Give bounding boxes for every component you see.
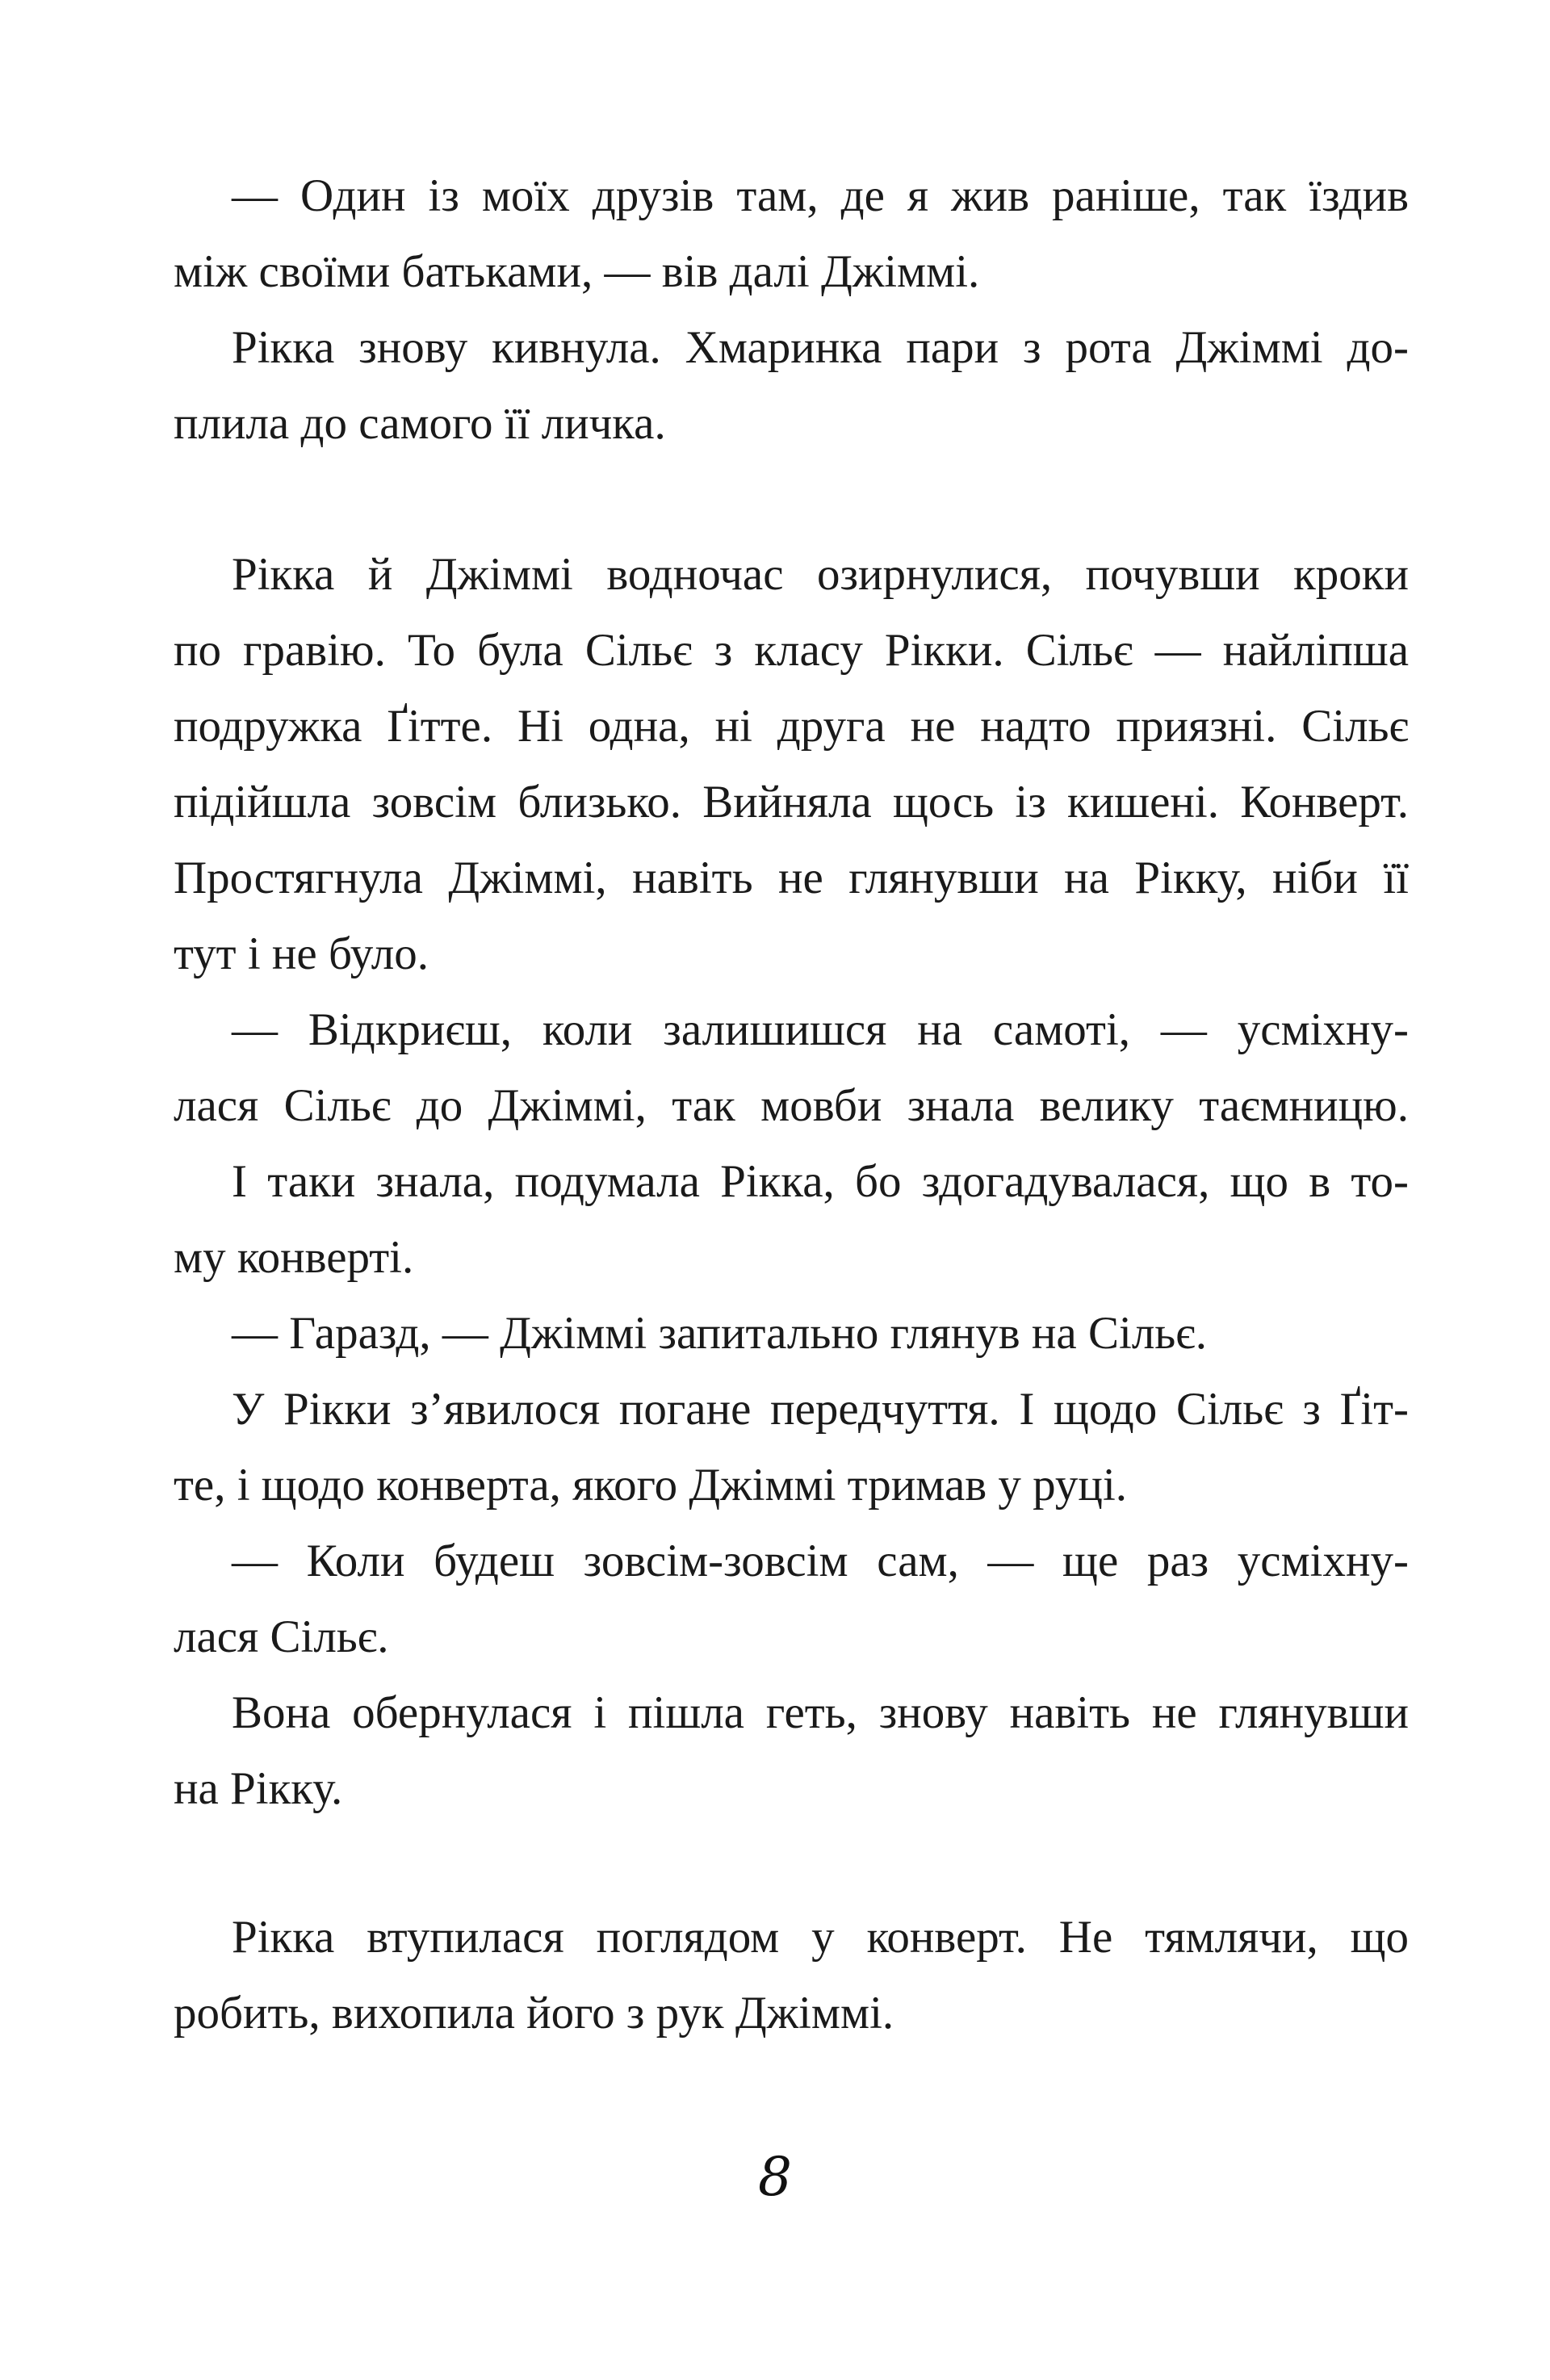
text-line: на Рікку.: [174, 1763, 343, 1814]
text-line: У Рікки з’явилося погане передчуття. І щодо Сільє з Ґіт-: [232, 1384, 1409, 1435]
text-line: тут і не було.: [174, 928, 429, 979]
text-line: — Один із моїх друзів там, де я жив раніше, так їздив: [232, 170, 1409, 221]
page-number: 8: [758, 2146, 792, 2208]
text-line: плила до самого її личка.: [174, 398, 666, 449]
text-line: — Гаразд, — Джіммі запитально глянув на Сільє.: [232, 1308, 1207, 1359]
text-line: між своїми батьками, — вів далі Джіммі.: [174, 246, 980, 297]
text-line: Простягнула Джіммі, навіть не глянувши на Рікку, ніби її: [174, 853, 1409, 903]
text-line: Рікка знову кивнула. Хмаринка пари з рота Джіммі до-: [232, 322, 1409, 373]
text-line: подружка Ґітте. Ні одна, ні друга не надто приязні. Сільє: [174, 701, 1409, 752]
text-line: лася Сільє до Джіммі, так мовби знала велику таємницю.: [174, 1080, 1409, 1131]
text-line: підійшла зовсім близько. Вийняла щось із кишені. Конверт.: [174, 777, 1409, 828]
text-line: І таки знала, подумала Рікка, бо здогадувалася, що в то-: [232, 1156, 1409, 1207]
text-block-1: [174, 158, 1409, 462]
text-line: лася Сільє.: [174, 1611, 389, 1662]
text-line: Рікка втупилася поглядом у конверт. Не тямлячи, що: [232, 1912, 1409, 1963]
text-line: Рікка й Джіммі водночас озирнулися, почувши кроки: [232, 549, 1409, 600]
text-line: — Коли будеш зовсім-зовсім сам, — ще раз усміхну-: [232, 1536, 1409, 1586]
text-line: те, і щодо конверта, якого Джіммі тримав у руці.: [174, 1460, 1128, 1511]
text-line: по гравію. То була Сільє з класу Рікки. Сільє — найліпша: [174, 625, 1409, 676]
text-block-2: [174, 537, 1409, 1827]
text-line: Вона обернулася і пішла геть, знову навіть не глянувши: [232, 1687, 1409, 1738]
text-line: му конверті.: [174, 1232, 414, 1283]
text-block-3: [174, 1900, 1409, 2051]
text-line: робить, вихопила його з рук Джіммі.: [174, 1988, 894, 2039]
text-line: — Відкриєш, коли залишишся на самоті, — усміхну-: [232, 1004, 1409, 1055]
